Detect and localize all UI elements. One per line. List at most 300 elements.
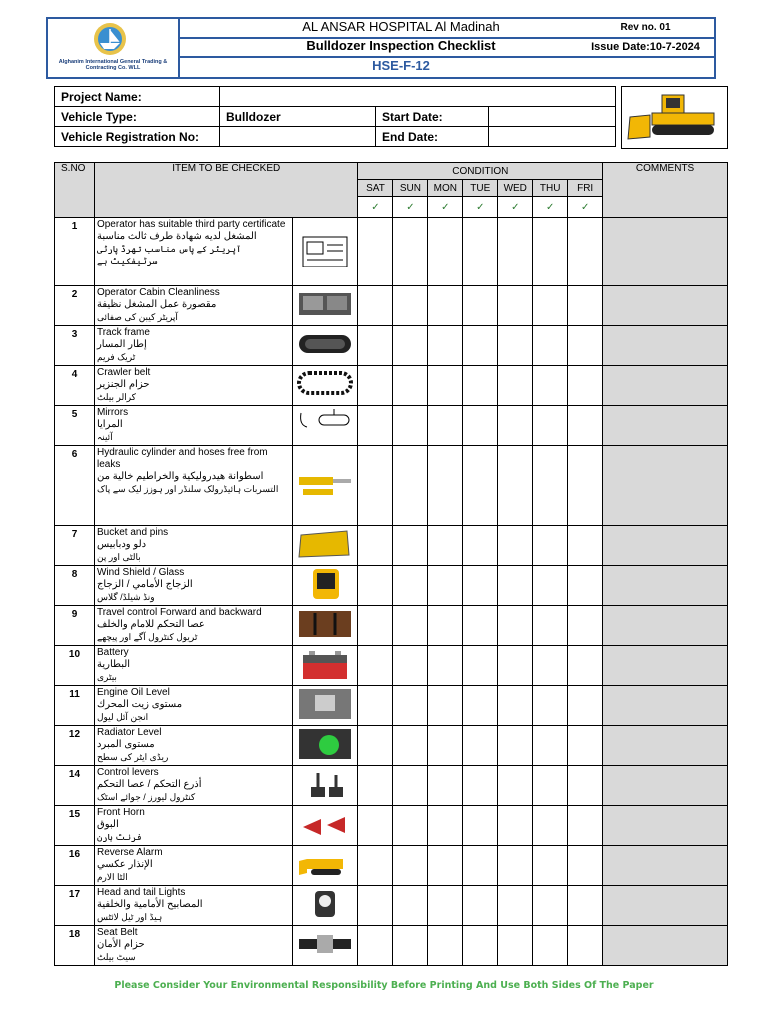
item-urdu: بیٹری bbox=[96, 672, 117, 682]
condition-cell-tue[interactable] bbox=[463, 526, 498, 566]
item-arabic: حزام الجنزير bbox=[96, 379, 150, 390]
row-number: 8 bbox=[55, 566, 95, 606]
condition-cell-mon[interactable] bbox=[428, 886, 463, 926]
battery-icon bbox=[297, 647, 353, 681]
comments-cell[interactable] bbox=[603, 326, 728, 366]
revision-box bbox=[577, 17, 716, 79]
condition-cell-tue[interactable] bbox=[463, 726, 498, 766]
condition-cell-fri[interactable] bbox=[568, 326, 603, 366]
item-image bbox=[292, 526, 358, 566]
item-urdu: ٹریک فریم bbox=[96, 352, 136, 362]
table-row bbox=[55, 606, 728, 646]
document-title: Bulldozer Inspection Checklist bbox=[178, 38, 624, 58]
condition-cell-sun[interactable] bbox=[393, 726, 428, 766]
condition-cell-fri[interactable] bbox=[568, 526, 603, 566]
condition-cell-mon[interactable] bbox=[428, 326, 463, 366]
condition-cell-fri[interactable] bbox=[568, 766, 603, 806]
condition-cell-thu[interactable] bbox=[533, 286, 568, 326]
item-urdu: کنٹرول لیورز / جوائے اسٹک bbox=[96, 792, 196, 802]
condition-cell-tue[interactable] bbox=[463, 446, 498, 526]
condition-cell-tue[interactable] bbox=[463, 806, 498, 846]
comments-cell[interactable] bbox=[603, 366, 728, 406]
condition-cell-sun[interactable] bbox=[393, 446, 428, 526]
item-arabic: إطار المسار bbox=[96, 339, 147, 350]
table-row bbox=[55, 686, 728, 726]
condition-cell-sun[interactable] bbox=[393, 886, 428, 926]
comments-cell[interactable] bbox=[603, 686, 728, 726]
condition-cell-wed[interactable] bbox=[498, 406, 533, 446]
item-english: Engine Oil Level bbox=[96, 687, 170, 698]
condition-cell-sat[interactable] bbox=[358, 926, 393, 966]
condition-cell-sun[interactable] bbox=[393, 406, 428, 446]
condition-cell-fri[interactable] bbox=[568, 686, 603, 726]
row-number: 5 bbox=[55, 406, 95, 446]
condition-cell-mon[interactable] bbox=[428, 726, 463, 766]
row-number: 2 bbox=[55, 286, 95, 326]
item-arabic: مقصورة عمل المشغل نظيفة bbox=[96, 299, 217, 310]
item-image bbox=[292, 686, 358, 726]
condition-cell-sun[interactable] bbox=[393, 606, 428, 646]
vehicle-type-label: Vehicle Type: bbox=[55, 107, 220, 127]
table-row bbox=[55, 218, 728, 286]
engine-oil-icon bbox=[297, 687, 353, 721]
check-mark-thu[interactable]: ✓ bbox=[533, 197, 568, 218]
comments-cell[interactable] bbox=[603, 566, 728, 606]
comments-cell[interactable] bbox=[603, 926, 728, 966]
condition-cell-mon[interactable] bbox=[428, 926, 463, 966]
condition-cell-fri[interactable] bbox=[568, 366, 603, 406]
condition-cell-sat[interactable] bbox=[358, 646, 393, 686]
condition-cell-sun[interactable] bbox=[393, 566, 428, 606]
item-urdu: فرنٹ ہارن bbox=[96, 832, 142, 842]
seat-belt-icon bbox=[297, 927, 353, 961]
item-image bbox=[292, 446, 358, 526]
condition-cell-tue[interactable] bbox=[463, 886, 498, 926]
item-image bbox=[292, 766, 358, 806]
item-description bbox=[94, 726, 292, 766]
condition-cell-wed[interactable] bbox=[498, 686, 533, 726]
item-description bbox=[94, 286, 292, 326]
condition-cell-mon[interactable] bbox=[428, 446, 463, 526]
item-arabic: المصابيح الأمامية والخلفية bbox=[96, 899, 203, 910]
condition-cell-sat[interactable] bbox=[358, 726, 393, 766]
condition-cell-sun[interactable] bbox=[393, 686, 428, 726]
item-description bbox=[94, 218, 292, 286]
start-date-field[interactable] bbox=[489, 107, 616, 127]
item-arabic: اسطوانة هيدروليكية والخراطيم خالية من bbox=[96, 471, 264, 482]
table-row bbox=[55, 366, 728, 406]
condition-cell-fri[interactable] bbox=[568, 886, 603, 926]
condition-cell-fri[interactable] bbox=[568, 406, 603, 446]
row-number: 16 bbox=[55, 846, 95, 886]
condition-cell-wed[interactable] bbox=[498, 286, 533, 326]
project-info-table bbox=[54, 86, 616, 147]
item-urdu: الٹا الارم bbox=[96, 872, 128, 882]
comments-cell[interactable] bbox=[603, 406, 728, 446]
condition-cell-mon[interactable] bbox=[428, 406, 463, 446]
condition-cell-thu[interactable] bbox=[533, 218, 568, 286]
condition-cell-thu[interactable] bbox=[533, 366, 568, 406]
condition-cell-thu[interactable] bbox=[533, 446, 568, 526]
condition-cell-sat[interactable] bbox=[358, 366, 393, 406]
comments-header: COMMENTS bbox=[603, 163, 728, 218]
condition-cell-thu[interactable] bbox=[533, 886, 568, 926]
table-row bbox=[55, 286, 728, 326]
condition-cell-mon[interactable] bbox=[428, 286, 463, 326]
comments-cell[interactable] bbox=[603, 606, 728, 646]
row-number: 1 bbox=[55, 218, 95, 286]
condition-cell-mon[interactable] bbox=[428, 366, 463, 406]
condition-cell-fri[interactable] bbox=[568, 286, 603, 326]
reverse-alarm-icon bbox=[297, 847, 353, 881]
check-mark-mon[interactable]: ✓ bbox=[428, 197, 463, 218]
item-arabic: دلو ودبابيس bbox=[96, 539, 147, 550]
table-row bbox=[55, 326, 728, 366]
condition-cell-mon[interactable] bbox=[428, 846, 463, 886]
row-number: 15 bbox=[55, 806, 95, 846]
item-english: Bucket and pins bbox=[96, 527, 169, 538]
condition-cell-mon[interactable] bbox=[428, 766, 463, 806]
item-image bbox=[292, 286, 358, 326]
comments-cell[interactable] bbox=[603, 806, 728, 846]
condition-cell-thu[interactable] bbox=[533, 406, 568, 446]
condition-cell-fri[interactable] bbox=[568, 446, 603, 526]
row-number: 12 bbox=[55, 726, 95, 766]
condition-cell-sun[interactable] bbox=[393, 806, 428, 846]
condition-cell-sat[interactable] bbox=[358, 218, 393, 286]
item-arabic: المرايا bbox=[96, 419, 123, 430]
condition-cell-tue[interactable] bbox=[463, 606, 498, 646]
condition-cell-wed[interactable] bbox=[498, 446, 533, 526]
condition-cell-thu[interactable] bbox=[533, 806, 568, 846]
item-english: Head and tail Lights bbox=[96, 887, 186, 898]
item-image bbox=[292, 218, 358, 286]
condition-cell-fri[interactable] bbox=[568, 218, 603, 286]
table-row bbox=[55, 806, 728, 846]
item-urdu: ونڈ شیلڈ/ گلاس bbox=[96, 592, 155, 602]
condition-header: CONDITION bbox=[358, 163, 603, 180]
control-lever-icon bbox=[297, 767, 353, 801]
row-number: 7 bbox=[55, 526, 95, 566]
company-name: Alghanim International General Trading & Contracting Co. WLL bbox=[58, 59, 168, 71]
condition-cell-sun[interactable] bbox=[393, 366, 428, 406]
condition-cell-fri[interactable] bbox=[568, 726, 603, 766]
condition-cell-fri[interactable] bbox=[568, 566, 603, 606]
item-image bbox=[292, 606, 358, 646]
condition-cell-tue[interactable] bbox=[463, 286, 498, 326]
item-image bbox=[292, 726, 358, 766]
condition-cell-mon[interactable] bbox=[428, 526, 463, 566]
item-description bbox=[94, 326, 292, 366]
condition-cell-wed[interactable] bbox=[498, 886, 533, 926]
item-urdu: انجن آئل لیول bbox=[96, 712, 149, 722]
condition-cell-tue[interactable] bbox=[463, 406, 498, 446]
table-row bbox=[55, 446, 728, 526]
item-urdu: کرالر بیلٹ bbox=[96, 392, 136, 402]
condition-cell-wed[interactable] bbox=[498, 846, 533, 886]
bulldozer-image bbox=[621, 86, 728, 149]
row-number: 4 bbox=[55, 366, 95, 406]
condition-cell-sat[interactable] bbox=[358, 566, 393, 606]
row-number: 11 bbox=[55, 686, 95, 726]
table-row bbox=[55, 566, 728, 606]
item-english: Hydraulic cylinder and hoses free from leaks bbox=[96, 447, 268, 470]
condition-cell-fri[interactable] bbox=[568, 806, 603, 846]
project-name-field[interactable] bbox=[220, 87, 616, 107]
table-row bbox=[55, 926, 728, 966]
item-description bbox=[94, 606, 292, 646]
item-arabic: البوق bbox=[96, 819, 119, 830]
item-image bbox=[292, 886, 358, 926]
horn-icon bbox=[297, 807, 353, 841]
item-english: Radiator Level bbox=[96, 727, 162, 738]
issue-date: Issue Date:10-7-2024 bbox=[577, 38, 714, 58]
day-thu: THU bbox=[533, 180, 568, 197]
item-urdu: ریڈی ایٹر کی سطح bbox=[96, 752, 169, 762]
item-english: Mirrors bbox=[96, 407, 129, 418]
row-number: 10 bbox=[55, 646, 95, 686]
condition-cell-sun[interactable] bbox=[393, 326, 428, 366]
item-english: Operator has suitable third party certificate bbox=[96, 219, 286, 230]
condition-cell-wed[interactable] bbox=[498, 526, 533, 566]
item-urdu: بالٹی اور پن bbox=[96, 552, 141, 562]
condition-cell-sat[interactable] bbox=[358, 406, 393, 446]
item-urdu: آپریٹر کے پاس مناسب تھرڈ پارٹی سرٹیفکیٹ ہے bbox=[96, 244, 242, 266]
check-mark-wed[interactable]: ✓ bbox=[498, 197, 533, 218]
condition-cell-fri[interactable] bbox=[568, 926, 603, 966]
item-arabic: مستوى المبرد bbox=[96, 739, 155, 750]
condition-cell-thu[interactable] bbox=[533, 686, 568, 726]
condition-cell-tue[interactable] bbox=[463, 766, 498, 806]
condition-cell-mon[interactable] bbox=[428, 646, 463, 686]
item-urdu: آپریٹر کیبن کی صفائی bbox=[96, 312, 178, 322]
condition-cell-sat[interactable] bbox=[358, 766, 393, 806]
condition-cell-thu[interactable] bbox=[533, 606, 568, 646]
condition-cell-thu[interactable] bbox=[533, 726, 568, 766]
item-arabic: مستوى زيت المحرك bbox=[96, 699, 183, 710]
condition-cell-sat[interactable] bbox=[358, 446, 393, 526]
certificate-icon bbox=[297, 233, 353, 267]
row-number: 6 bbox=[55, 446, 95, 526]
condition-cell-sun[interactable] bbox=[393, 846, 428, 886]
comments-cell[interactable] bbox=[603, 766, 728, 806]
item-arabic: الزجاج الأمامي / الزجاج bbox=[96, 579, 193, 590]
track-frame-icon bbox=[297, 327, 353, 361]
comments-cell[interactable] bbox=[603, 726, 728, 766]
hospital-name: AL ANSAR HOSPITAL Al Madinah bbox=[178, 19, 624, 39]
item-english: Reverse Alarm bbox=[96, 847, 163, 858]
comments-cell[interactable] bbox=[603, 646, 728, 686]
condition-cell-wed[interactable] bbox=[498, 566, 533, 606]
condition-cell-sat[interactable] bbox=[358, 886, 393, 926]
condition-cell-thu[interactable] bbox=[533, 326, 568, 366]
item-description bbox=[94, 646, 292, 686]
table-row bbox=[55, 886, 728, 926]
day-mon: MON bbox=[428, 180, 463, 197]
condition-cell-mon[interactable] bbox=[428, 218, 463, 286]
condition-cell-wed[interactable] bbox=[498, 806, 533, 846]
item-urdu: ہیڈ اور ٹیل لائٹس bbox=[96, 912, 163, 922]
condition-cell-sat[interactable] bbox=[358, 606, 393, 646]
condition-cell-mon[interactable] bbox=[428, 686, 463, 726]
condition-cell-sat[interactable] bbox=[358, 526, 393, 566]
project-name-label: Project Name: bbox=[55, 87, 220, 107]
item-english: Wind Shield / Glass bbox=[96, 567, 185, 578]
condition-cell-tue[interactable] bbox=[463, 686, 498, 726]
check-mark-sun[interactable]: ✓ bbox=[393, 197, 428, 218]
condition-cell-sun[interactable] bbox=[393, 646, 428, 686]
condition-cell-tue[interactable] bbox=[463, 846, 498, 886]
item-english: Front Horn bbox=[96, 807, 145, 818]
condition-cell-thu[interactable] bbox=[533, 846, 568, 886]
condition-cell-tue[interactable] bbox=[463, 926, 498, 966]
check-mark-sat[interactable]: ✓ bbox=[358, 197, 393, 218]
check-mark-fri[interactable]: ✓ bbox=[568, 197, 603, 218]
condition-cell-fri[interactable] bbox=[568, 646, 603, 686]
start-date-label: Start Date: bbox=[376, 107, 489, 127]
item-header: ITEM TO BE CHECKED bbox=[94, 163, 358, 218]
comments-cell[interactable] bbox=[603, 218, 728, 286]
condition-cell-wed[interactable] bbox=[498, 606, 533, 646]
item-description bbox=[94, 846, 292, 886]
row-number: 3 bbox=[55, 326, 95, 366]
item-image bbox=[292, 566, 358, 606]
item-english: Operator Cabin Cleanliness bbox=[96, 287, 220, 298]
item-english: Travel control Forward and backward bbox=[96, 607, 262, 618]
item-description bbox=[94, 526, 292, 566]
item-image bbox=[292, 406, 358, 446]
condition-cell-sun[interactable] bbox=[393, 286, 428, 326]
condition-cell-mon[interactable] bbox=[428, 806, 463, 846]
condition-cell-tue[interactable] bbox=[463, 566, 498, 606]
day-tue: TUE bbox=[463, 180, 498, 197]
vehicle-type-value[interactable]: Bulldozer bbox=[220, 107, 376, 127]
condition-cell-sat[interactable] bbox=[358, 286, 393, 326]
table-row bbox=[55, 526, 728, 566]
item-image bbox=[292, 926, 358, 966]
item-description bbox=[94, 886, 292, 926]
condition-cell-sun[interactable] bbox=[393, 526, 428, 566]
company-logo bbox=[48, 19, 180, 77]
condition-cell-sun[interactable] bbox=[393, 766, 428, 806]
cabin-icon bbox=[297, 287, 353, 321]
day-fri: FRI bbox=[568, 180, 603, 197]
condition-cell-wed[interactable] bbox=[498, 326, 533, 366]
day-wed: WED bbox=[498, 180, 533, 197]
item-description bbox=[94, 686, 292, 726]
item-arabic: أذرع التحكم / عصا التحكم bbox=[96, 779, 202, 790]
hydraulic-cylinder-icon bbox=[297, 467, 353, 501]
condition-cell-fri[interactable] bbox=[568, 606, 603, 646]
item-description bbox=[94, 566, 292, 606]
travel-control-icon bbox=[297, 607, 353, 641]
condition-cell-sun[interactable] bbox=[393, 218, 428, 286]
item-urdu: ٹریول کنٹرول آگے اور پیچھے bbox=[96, 632, 198, 642]
condition-cell-sat[interactable] bbox=[358, 326, 393, 366]
condition-cell-wed[interactable] bbox=[498, 218, 533, 286]
condition-cell-mon[interactable] bbox=[428, 606, 463, 646]
condition-cell-tue[interactable] bbox=[463, 366, 498, 406]
condition-cell-tue[interactable] bbox=[463, 326, 498, 366]
item-urdu: سیٹ بیلٹ bbox=[96, 952, 136, 962]
condition-cell-wed[interactable] bbox=[498, 646, 533, 686]
environment-notice: Please Consider Your Environmental Responsibility Before Printing And Use Both Sides Of The Paper bbox=[114, 980, 654, 991]
comments-cell[interactable] bbox=[603, 886, 728, 926]
condition-cell-thu[interactable] bbox=[533, 566, 568, 606]
day-sun: SUN bbox=[393, 180, 428, 197]
item-image bbox=[292, 846, 358, 886]
condition-cell-sat[interactable] bbox=[358, 686, 393, 726]
condition-cell-thu[interactable] bbox=[533, 526, 568, 566]
item-description bbox=[94, 446, 292, 526]
end-date-field[interactable] bbox=[489, 127, 616, 147]
lights-icon bbox=[297, 887, 353, 921]
condition-cell-wed[interactable] bbox=[498, 726, 533, 766]
table-row bbox=[55, 846, 728, 886]
check-mark-tue[interactable]: ✓ bbox=[463, 197, 498, 218]
registration-label: Vehicle Registration No: bbox=[55, 127, 220, 147]
revision-number: Rev no. 01 bbox=[577, 19, 714, 39]
item-image bbox=[292, 646, 358, 686]
bulldozer-icon bbox=[622, 87, 727, 148]
condition-cell-wed[interactable] bbox=[498, 926, 533, 966]
condition-cell-wed[interactable] bbox=[498, 366, 533, 406]
document-code: HSE-F-12 bbox=[372, 58, 430, 73]
item-description bbox=[94, 766, 292, 806]
condition-cell-tue[interactable] bbox=[463, 646, 498, 686]
condition-cell-mon[interactable] bbox=[428, 566, 463, 606]
item-english: Track frame bbox=[96, 327, 150, 338]
item-arabic: المشغل لديه شهادة طرف ثالث مناسبة bbox=[96, 231, 257, 242]
condition-cell-wed[interactable] bbox=[498, 766, 533, 806]
comments-cell[interactable] bbox=[603, 446, 728, 526]
condition-cell-sat[interactable] bbox=[358, 846, 393, 886]
inspection-checklist-table bbox=[54, 162, 728, 966]
item-arabic: البطارية bbox=[96, 659, 131, 670]
item-english: Crawler belt bbox=[96, 367, 151, 378]
condition-cell-sat[interactable] bbox=[358, 806, 393, 846]
condition-cell-fri[interactable] bbox=[568, 846, 603, 886]
item-image bbox=[292, 326, 358, 366]
row-number: 17 bbox=[55, 886, 95, 926]
row-number: 9 bbox=[55, 606, 95, 646]
item-arabic: الإنذار عكسي bbox=[96, 859, 153, 870]
comments-cell[interactable] bbox=[603, 846, 728, 886]
day-sat: SAT bbox=[358, 180, 393, 197]
table-row bbox=[55, 726, 728, 766]
registration-field[interactable] bbox=[220, 127, 376, 147]
sno-header: S.NO bbox=[55, 163, 95, 218]
radiator-icon bbox=[297, 727, 353, 761]
item-english: Seat Belt bbox=[96, 927, 138, 938]
table-row bbox=[55, 406, 728, 446]
item-arabic: عصا التحكم للامام والخلف bbox=[96, 619, 205, 630]
condition-cell-thu[interactable] bbox=[533, 926, 568, 966]
comments-cell[interactable] bbox=[603, 286, 728, 326]
item-image bbox=[292, 366, 358, 406]
row-number: 18 bbox=[55, 926, 95, 966]
item-image bbox=[292, 806, 358, 846]
condition-cell-sun[interactable] bbox=[393, 926, 428, 966]
bucket-icon bbox=[297, 527, 353, 561]
item-english: Battery bbox=[96, 647, 129, 658]
condition-cell-thu[interactable] bbox=[533, 766, 568, 806]
company-emblem-icon bbox=[48, 19, 178, 59]
condition-cell-thu[interactable] bbox=[533, 646, 568, 686]
crawler-belt-icon bbox=[297, 367, 353, 401]
comments-cell[interactable] bbox=[603, 526, 728, 566]
condition-cell-tue[interactable] bbox=[463, 218, 498, 286]
